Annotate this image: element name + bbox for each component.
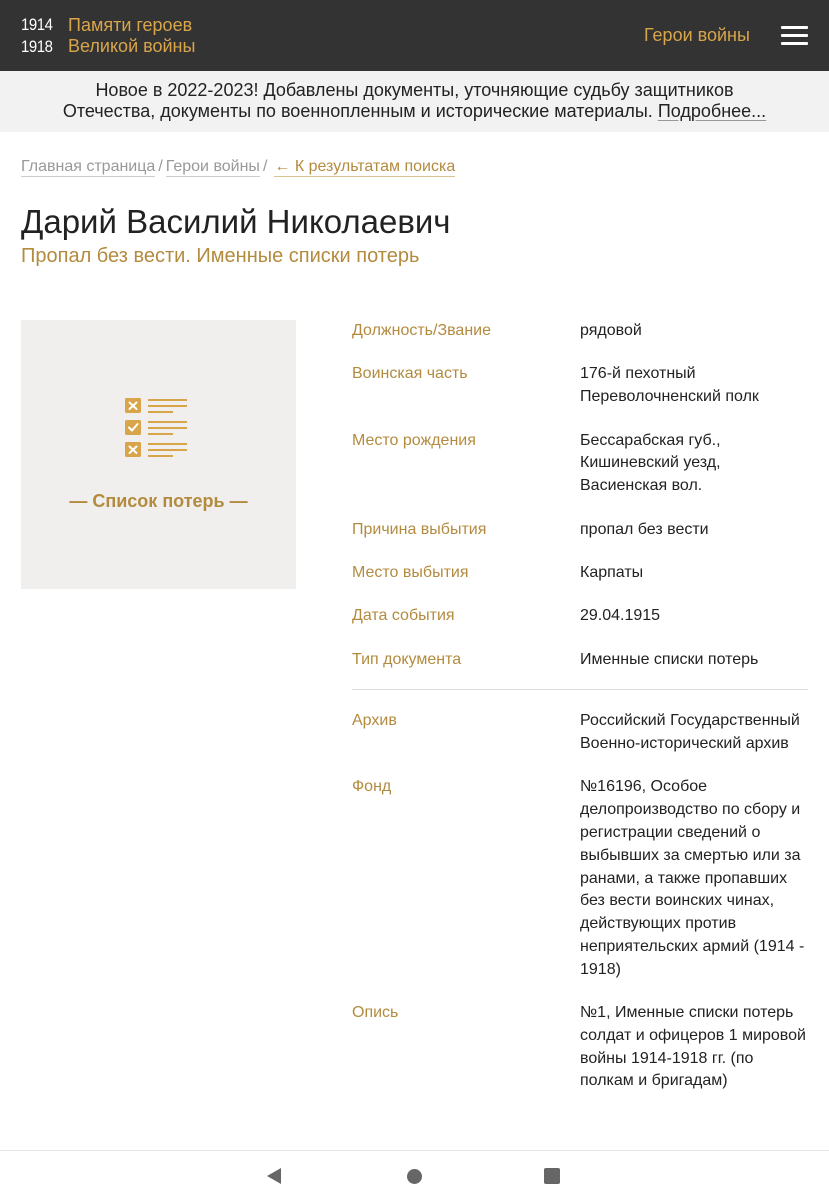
- detail-row-fond: [352, 776, 808, 981]
- detail-key: Место рождения: [352, 431, 476, 449]
- detail-key: Воинская часть: [352, 365, 468, 383]
- logo-year-start: 1914: [21, 15, 53, 34]
- person-name: Дарий Василий Николаевич: [21, 203, 451, 240]
- breadcrumb: [21, 157, 455, 177]
- detail-row-birthplace: [352, 430, 808, 498]
- announcement-line1: Новое в 2022-2023! Добавлены документы, уточняющие судьбу защитников: [95, 80, 734, 100]
- site-logo-title[interactable]: [68, 15, 195, 57]
- detail-key: Должность/Звание: [352, 322, 491, 339]
- detail-row-rank: [352, 320, 808, 343]
- detail-key: Причина выбытия: [352, 520, 487, 538]
- hamburger-icon[interactable]: [781, 24, 808, 46]
- announcement-banner: [0, 71, 829, 132]
- recent-apps-icon[interactable]: [544, 1168, 560, 1184]
- logo-title-line1: Памяти героев: [68, 15, 193, 35]
- logo-title-line2: Великой войны: [68, 36, 196, 56]
- system-navigation-bar: [0, 1150, 829, 1200]
- detail-row-reason: [352, 519, 808, 542]
- breadcrumb-heroes[interactable]: Герои войны: [165, 158, 260, 175]
- nav-heroes-link[interactable]: Герои войны: [644, 25, 750, 45]
- detail-key: Дата события: [352, 607, 455, 625]
- detail-key: Место выбытия: [352, 563, 469, 581]
- announcement-line2: Отечества, документы по военнопленным и исторические материалы.: [62, 101, 653, 121]
- detail-key: Архив: [352, 712, 397, 730]
- home-icon[interactable]: [407, 1169, 422, 1184]
- detail-key: Фонд: [352, 778, 392, 796]
- detail-row-archive: [352, 710, 808, 756]
- breadcrumb-separator: /: [158, 158, 163, 175]
- detail-value: Бессарабская губ., Кишиневский уезд, Васиенская вол.: [580, 431, 721, 495]
- announcement-line2-wrap: [0, 101, 829, 122]
- detail-key: Опись: [352, 1004, 399, 1022]
- logo-year-end: 1918: [21, 37, 53, 56]
- detail-row-unit: [352, 363, 808, 409]
- back-to-results-link[interactable]: [274, 158, 455, 177]
- person-status: Пропал без вести. Именные списки потерь: [21, 245, 420, 267]
- document-card[interactable]: [21, 320, 296, 589]
- detail-value: пропал без вести: [580, 520, 709, 538]
- detail-value: 176-й пехотный Переволочненский полк: [580, 365, 759, 406]
- detail-row-inventory: [352, 1002, 808, 1093]
- document-card-label: — Список потерь —: [69, 491, 248, 511]
- section-divider: [352, 689, 808, 690]
- breadcrumb-separator: /: [262, 158, 268, 175]
- detail-value: Карпаты: [580, 563, 644, 581]
- detail-value: 29.04.1915: [580, 607, 661, 625]
- announcement-more-link[interactable]: Подробнее...: [657, 101, 767, 121]
- detail-value: Российский Государственный Военно-исторический архив: [580, 712, 800, 752]
- detail-key: Тип документа: [352, 650, 462, 668]
- checklist-icon: [125, 396, 191, 460]
- back-arrow-icon: ←: [274, 158, 291, 175]
- breadcrumb-home[interactable]: Главная страница: [21, 158, 156, 175]
- logo-years[interactable]: [21, 14, 51, 58]
- detail-value: рядовой: [580, 322, 642, 339]
- details-table: [352, 320, 808, 1114]
- detail-value: Именные списки потерь: [580, 650, 759, 668]
- back-to-results-label: К результатам поиска: [294, 158, 456, 175]
- detail-row-doctype: [352, 649, 808, 672]
- detail-row-date: [352, 605, 808, 628]
- back-icon[interactable]: [267, 1168, 281, 1184]
- site-header: [0, 0, 829, 71]
- detail-row-place: [352, 562, 808, 585]
- detail-value: №1, Именные списки потерь солдат и офицеров 1 мировой войны 1914-1918 гг. (по полкам и бригадам): [580, 1004, 806, 1090]
- detail-value: №16196, Особое делопроизводство по сбору и регистрации сведений о выбывших за смертью или за ранами, а также пропавших без вести воинских чинах, действующих против неприятельских армий (1914 - 1918): [580, 778, 805, 978]
